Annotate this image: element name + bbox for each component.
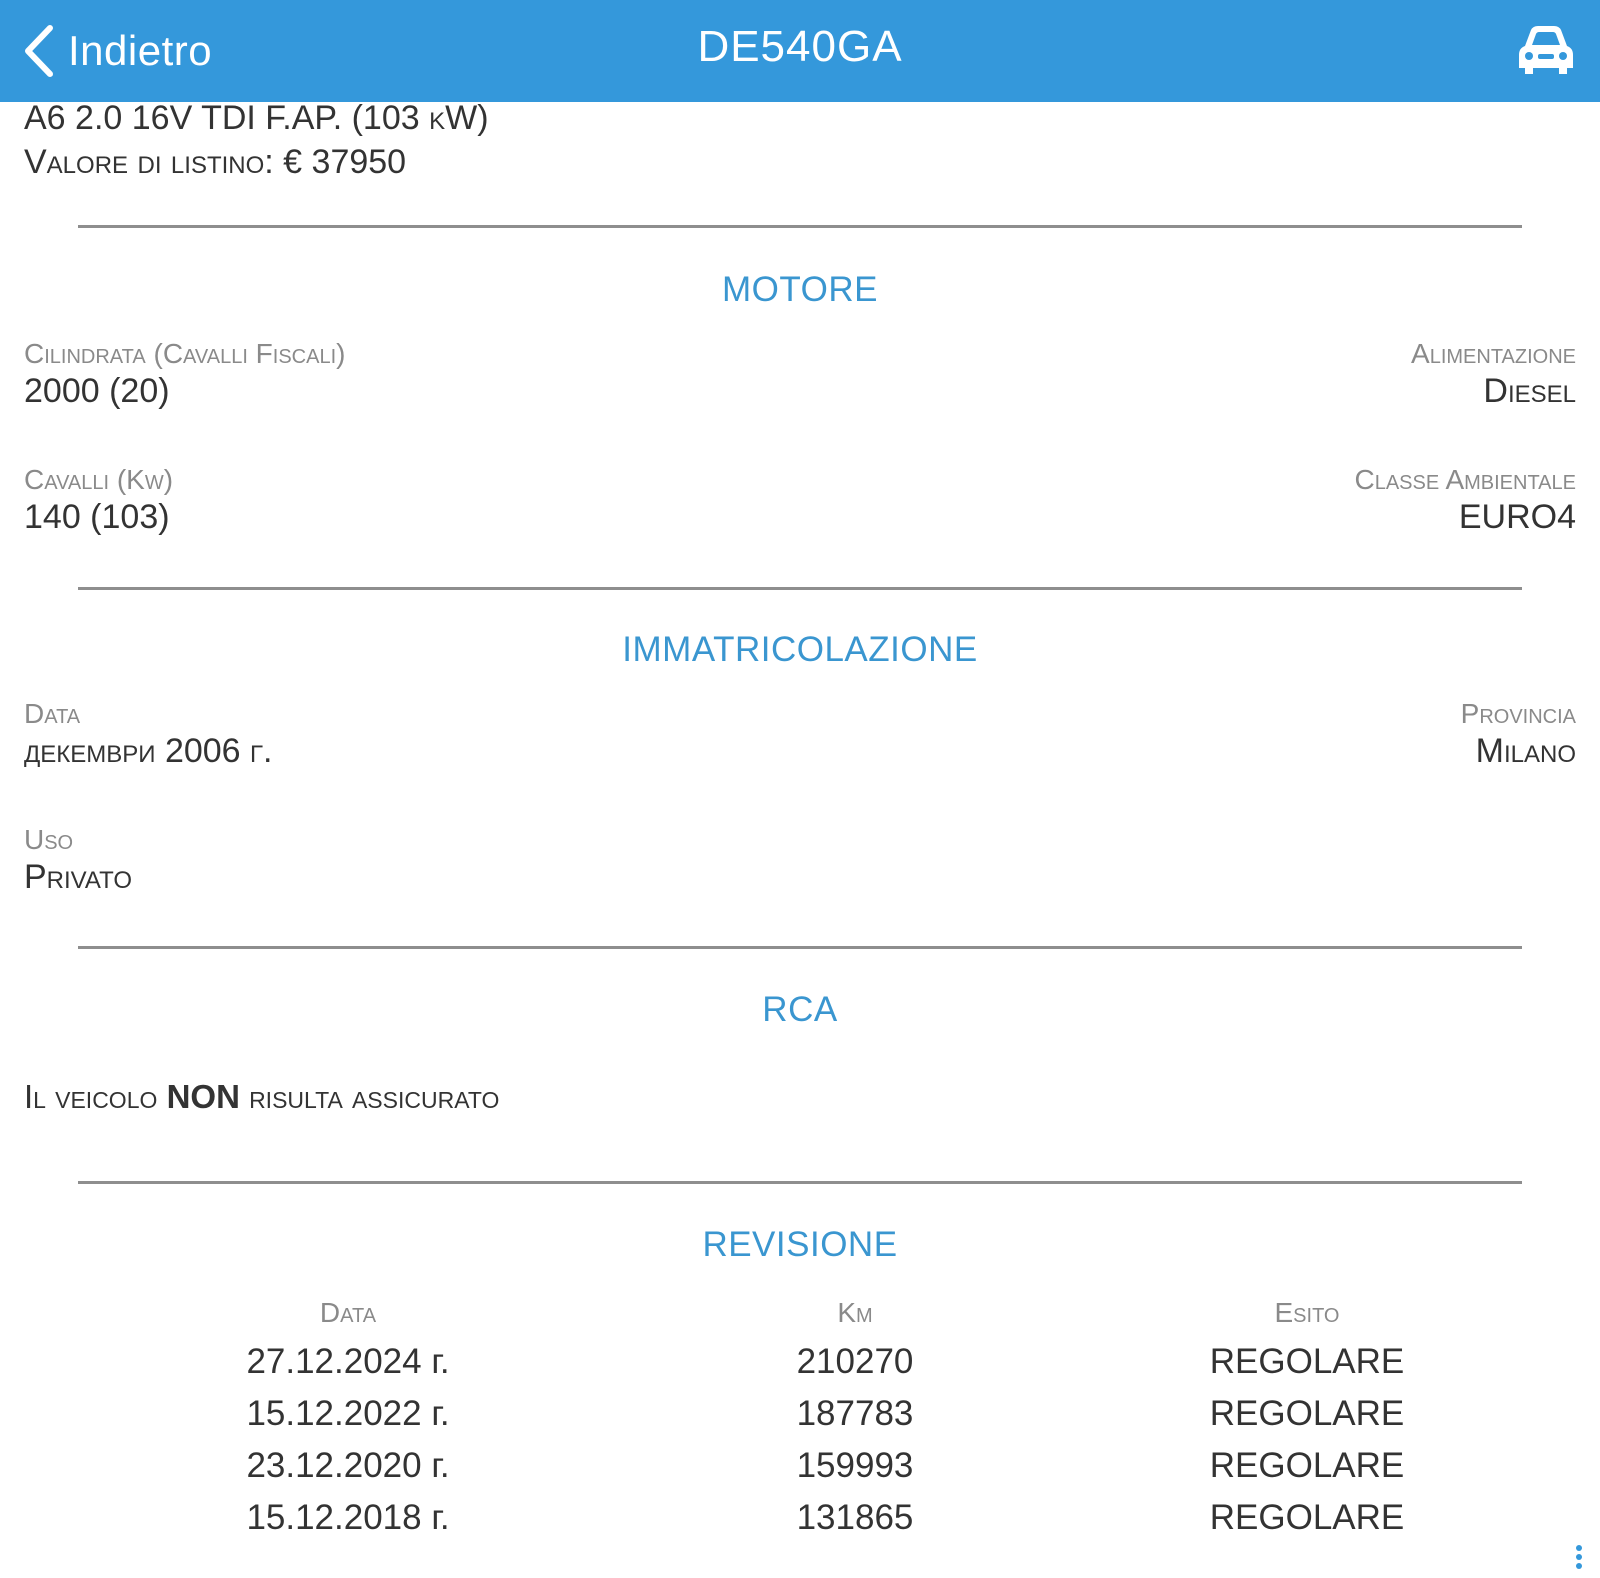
classe-ambientale-value: EURO4	[1458, 498, 1576, 536]
table-cell-km: 159993	[796, 1446, 914, 1485]
alimentazione-label: Alimentazione	[1411, 338, 1576, 369]
vehicle-model: A6 2.0 16V TDI F.AP. (103 kW)	[24, 99, 489, 137]
table-row	[0, 1342, 1600, 1392]
more-vertical-icon[interactable]	[1576, 1545, 1584, 1575]
cilindrata-value: 2000 (20)	[24, 372, 170, 410]
section-title-motore: MOTORE	[722, 270, 878, 309]
table-cell-data: 15.12.2022 г.	[246, 1394, 450, 1433]
table-row	[0, 1446, 1600, 1496]
divider	[78, 587, 1522, 590]
cavalli-label: Cavalli (Kw)	[24, 464, 174, 495]
car-icon[interactable]	[1515, 22, 1577, 80]
cilindrata-label: Cilindrata (Cavalli Fiscali)	[24, 338, 346, 369]
provincia-label: Provincia	[1460, 698, 1576, 729]
insurance-text-bold: NON	[166, 1078, 240, 1115]
section-title-immatricolazione: IMMATRICOLAZIONE	[622, 630, 978, 669]
divider	[78, 1181, 1522, 1184]
table-cell-km: 131865	[796, 1498, 914, 1537]
table-cell-esito: REGOLARE	[1209, 1394, 1405, 1433]
vehicle-summary	[24, 96, 489, 184]
table-cell-km: 210270	[796, 1342, 914, 1381]
table-cell-esito: REGOLARE	[1209, 1446, 1405, 1485]
provincia-value: Milano	[1475, 732, 1576, 770]
table-cell-data: 15.12.2018 г.	[246, 1498, 450, 1537]
column-header-data: Data	[319, 1297, 377, 1328]
table-row	[0, 1394, 1600, 1444]
insurance-status	[24, 1078, 499, 1116]
data-value: декември 2006 г.	[24, 732, 273, 770]
divider	[78, 225, 1522, 228]
column-header-esito: Esito	[1274, 1297, 1340, 1328]
table-cell-esito: REGOLARE	[1209, 1498, 1405, 1537]
page-title: DE540GA	[697, 22, 903, 71]
insurance-text-end: risulta assicurato	[239, 1078, 500, 1115]
list-price: Valore di listino: € 37950	[24, 143, 407, 181]
table-cell-data: 27.12.2024 г.	[246, 1342, 450, 1381]
divider	[78, 946, 1522, 949]
uso-value: Privato	[24, 858, 133, 896]
section-title-revisione: REVISIONE	[702, 1225, 898, 1264]
alimentazione-value: Diesel	[1483, 372, 1576, 410]
section-title-rca: RCA	[762, 990, 838, 1029]
insurance-text-start: Il veicolo	[24, 1078, 167, 1115]
column-header-km: Km	[837, 1297, 873, 1328]
classe-ambientale-label: Classe Ambientale	[1354, 464, 1576, 495]
table-row	[0, 1498, 1600, 1548]
cavalli-value: 140 (103)	[24, 498, 170, 536]
uso-label: Uso	[24, 824, 74, 855]
table-cell-km: 187783	[796, 1394, 914, 1433]
back-label: Indietro	[68, 27, 213, 74]
table-cell-data: 23.12.2020 г.	[246, 1446, 450, 1485]
data-label: Data	[24, 698, 81, 729]
table-cell-esito: REGOLARE	[1209, 1342, 1405, 1381]
top-bar	[0, 0, 1600, 102]
table-header	[0, 1297, 1600, 1347]
